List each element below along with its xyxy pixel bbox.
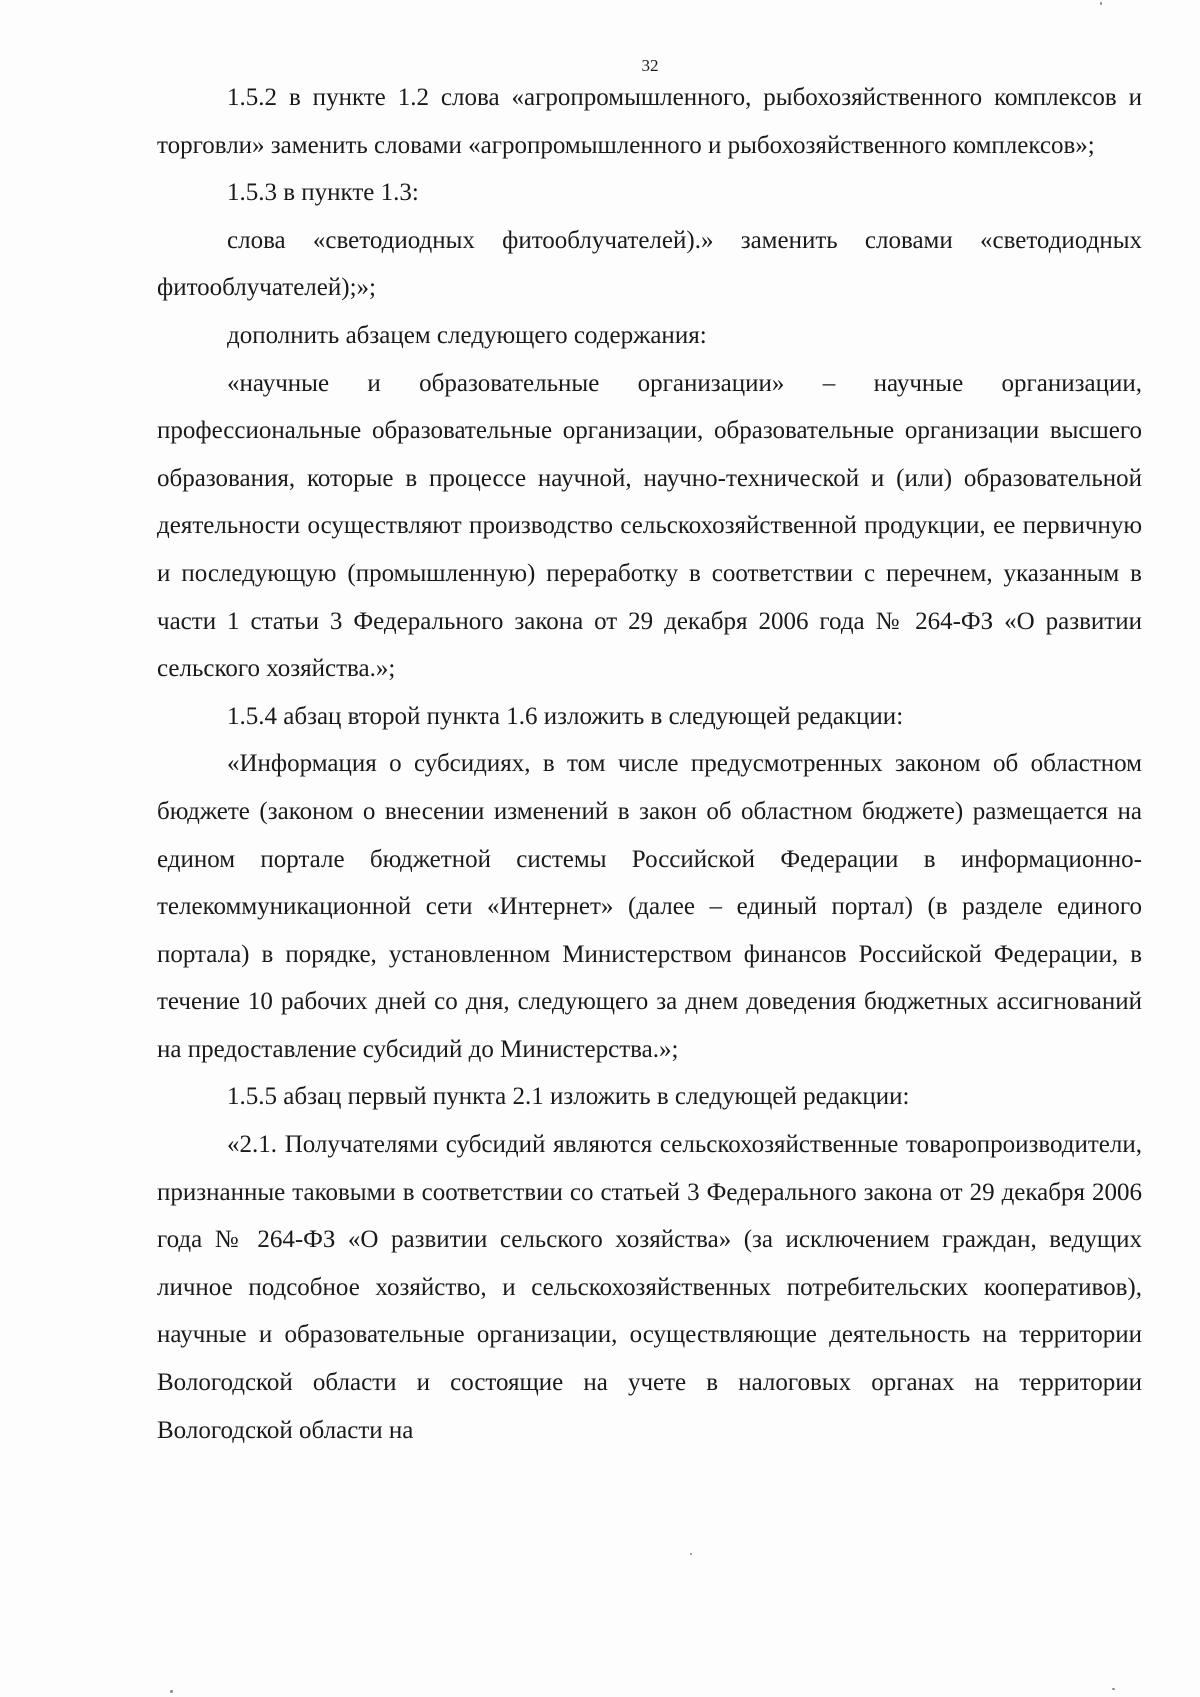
scan-speck — [170, 1690, 173, 1693]
paragraph-1-5-5: 1.5.5 абзац первый пункта 2.1 изложить в следующей редакции: — [227, 1083, 910, 1111]
paragraph-subsidy-info: «Информация о субсидиях, в том числе предусмотренных законом об областном бюджете (законом о внесении изменений в закон об областном бюджете) размещается на едином портале бюджетной системы Российской Федерации в информационно-телекоммуникационной сети «Интернет» (далее – единый портал) (в разделе единого портала) в порядке, установленном Министерством финансов Российской Федерации, в течение 10 рабочих дней со дня, следующего за днем доведения бюджетных ассигнований на предоставление субсидий до Министерства.»; — [157, 750, 1142, 1063]
paragraph-1-5-3-words: слова «светодиодных фитооблучателей).» заменить словами «светодиодных фитооблучателей);»; — [157, 226, 1142, 302]
page-number: 32 — [641, 56, 659, 75]
paragraph-2-1: «2.1. Получателями субсидий являются сельскохозяйственные товаропроизводители, признанные таковыми в соответствии со статьей 3 Федерального закона от 29 декабря 2006 года № 264-ФЗ «О развитии сельского хозяйства» (за исключением граждан, ведущих личное подсобное хозяйство, и сельскохозяйственных потребительских кооперативов), научные и образовательные организации, осуществляющие деятельность на территории Вологодской области и состоящие на учете в налоговых органах на территории Вологодской области на — [157, 1131, 1142, 1444]
paragraph-definition: «научные и образовательные организации» – научные организации, профессиональные образовательные организации, образовательные организации высшего образования, которые в процессе научной, научно-технической и (или) образовательной деятельности осуществляют производство сельскохозяйственной продукции, ее первичную и последующую (промышленную) переработку в соответствии с перечнем, указанным в части 1 статьи 3 Федерального закона от 29 декабря 2006 года № 264-ФЗ «О развитии сельского хозяйства.»; — [157, 369, 1142, 683]
document-body — [157, 74, 1142, 1454]
scan-speck — [1100, 2, 1102, 5]
paragraph-1-5-2: 1.5.2 в пункте 1.2 слова «агропромышленного, рыбохозяйственного комплексов и торговли» заменить словами «агропромышленного и рыбохозяйственного комплексов»; — [157, 84, 1142, 159]
scan-speck — [1112, 1688, 1115, 1690]
paragraph-1-5-3-add: дополнить абзацем следующего содержания: — [227, 321, 707, 349]
scan-speck — [690, 1553, 692, 1555]
paragraph-1-5-4: 1.5.4 абзац второй пункта 1.6 изложить в следующей редакции: — [227, 702, 904, 730]
paragraph-1-5-3: 1.5.3 в пункте 1.3: — [227, 179, 419, 207]
